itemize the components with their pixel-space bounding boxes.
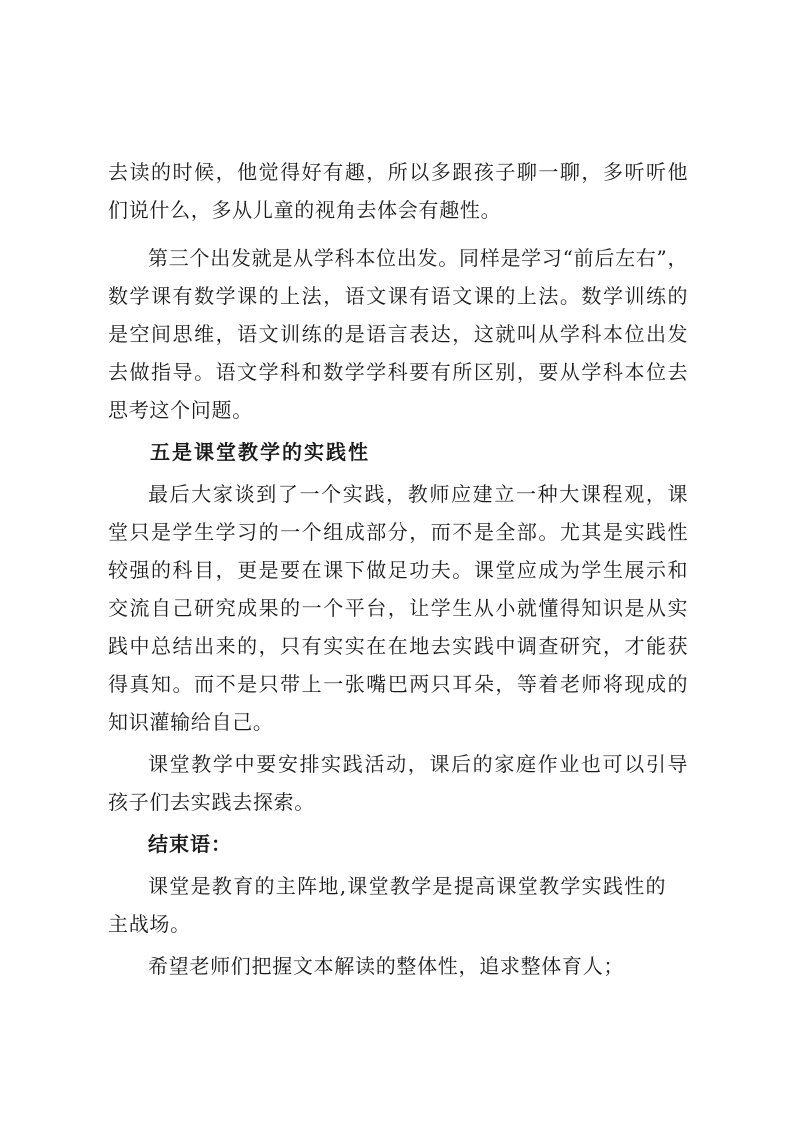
- paragraph-line: 数学课有数学课的上法，语文课有语文课的上法。数学训练的: [108, 284, 688, 308]
- paragraph-line: 课堂教学中要安排实践活动，课后的家庭作业也可以引导: [148, 752, 688, 776]
- paragraph: [108, 867, 688, 943]
- paragraph-line: 孩子们去实践去探索。: [108, 790, 315, 814]
- paragraph-line: 第三个出发就是从学科本位出发。同样是学习“前后左右”，: [148, 246, 688, 270]
- paragraph-line: 知识灌输给自己。: [108, 710, 274, 734]
- paragraph: [108, 947, 688, 985]
- paragraph-line: 主战场。: [108, 912, 191, 936]
- paragraph-line: 得真知。而不是只带上一张嘴巴两只耳朵，等着老师将现成的: [108, 672, 688, 696]
- paragraph: [108, 745, 688, 821]
- paragraph-line: 交流自己研究成果的一个平台，让学生从小就懂得知识是从实: [108, 596, 688, 620]
- paragraph-line: 是空间思维，语文训练的是语言表达，这就叫从学科本位出发: [108, 322, 688, 346]
- paragraph-line: 思考这个问题。: [108, 398, 253, 422]
- section-heading: 结束语：: [148, 832, 232, 856]
- paragraph-line: 去读的时候，他觉得好有趣，所以多跟孩子聊一聊，多听听他: [108, 160, 688, 184]
- paragraph-line: 去做指导。语文学科和数学学科要有所区别，要从学科本位去: [108, 360, 688, 384]
- paragraph-line: 课堂是教育的主阵地,课堂教学是提高课堂教学实践性的: [148, 874, 667, 898]
- paragraph-line: 较强的科目，更是要在课下做足功夫。课堂应成为学生展示和: [108, 558, 688, 582]
- paragraph-line: 践中总结出来的，只有实实在在地去实践中调查研究，才能获: [108, 634, 688, 658]
- paragraph-line: 堂只是学生学习的一个组成部分，而不是全部。尤其是实践性: [108, 520, 688, 544]
- paragraph-line: 希望老师们把握文本解读的整体性，追求整体育人；: [148, 954, 625, 978]
- paragraph: [108, 239, 688, 429]
- paragraph: [108, 153, 688, 229]
- section-heading: 五是课堂教学的实践性: [150, 440, 370, 464]
- paragraph-line: 最后大家谈到了一个实践，教师应建立一种大课程观，课: [148, 482, 688, 506]
- paragraph-line: 们说什么，多从儿童的视角去体会有趣性。: [108, 198, 502, 222]
- document-body: [108, 153, 688, 985]
- paragraph: [108, 475, 688, 741]
